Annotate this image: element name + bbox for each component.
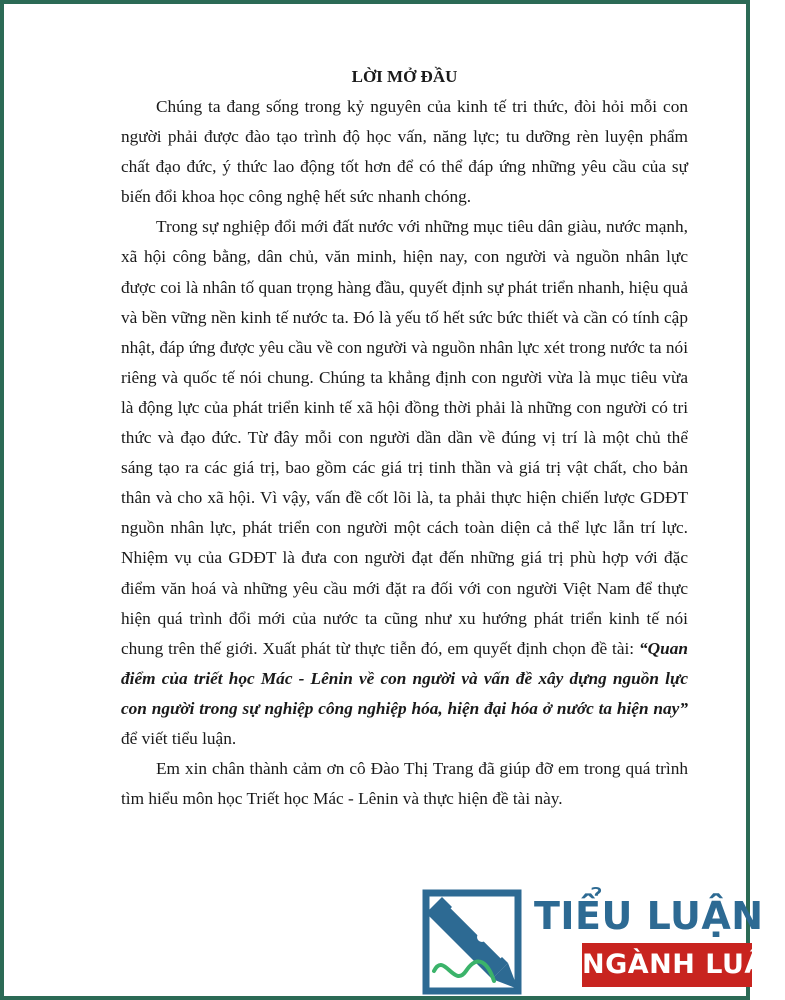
paragraph-2-text: Trong sự nghiệp đổi mới đất nước với những mục tiêu dân giàu, nước mạnh, xã hội công bằng, dân chủ, văn minh, hiện nay, con người và nguồn nhân lực được coi là nhân tố quan trọng hàng đầu, quyết định sự phát triển nhanh, hiệu quả và bền vững nền kinh tế nước ta. Đó là yếu tố hết sức bức thiết và cần có tính cập nhật, đáp ứng được yêu cầu về con người và nguồn nhân lực xét trong nước ta nói riêng và quốc tế nói chung. Chúng ta khẳng định con người vừa là mục tiêu vừa là động lực của phát triển kinh tế xã hội đồng thời phải là những con người có tri thức và đạo đức. Từ đây mỗi con người dần dần về đúng vị trí là một chủ thể sáng tạo ra các giá trị, bao gồm các giá trị tinh thần và giá trị vật chất, cho bản thân và cho xã hội. Vì vậy, vấn đề cốt lõi là, ta phải thực hiện chiến lược GDĐT nguồn nhân lực, phát triển con người một cách toàn diện cả thể lực lẫn trí lực. Nhiệm vụ của GDĐT là đưa con người đạt đến những giá trị phù hợp với đặc điểm văn hoá và những yêu cầu mới đặt ra đối với con người Việt Nam để thực hiện quá trình đổi mới của nước ta cũng như xu hướng phát triển kinh tế nói chung trên thế giới. Xuất phát từ thực tiễn đó, em quyết định chọn đề tài: [121, 217, 688, 658]
watermark-line-1: TIỂU LUẬN [534, 894, 764, 938]
watermark-line-2: NGÀNH LUẬT [582, 943, 752, 987]
paragraph-1: Chúng ta đang sống trong kỷ nguyên của kinh tế tri thức, đòi hỏi mỗi con người phải được đào tạo trình độ học vấn, năng lực; tu dưỡng rèn luyện phẩm chất đạo đức, ý thức lao động tốt hơn để có thể đáp ứng những yêu cầu của sự biến đổi khoa học công nghệ hết sức nhanh chóng. [121, 97, 688, 207]
document-body [121, 62, 688, 814]
paragraph-3: Em xin chân thành cảm ơn cô Đào Thị Trang đã giúp đỡ em trong quá trình tìm hiểu môn học Triết học Mác - Lênin và thực hiện đề tài này. [121, 759, 688, 809]
paragraph-2-end: để viết tiểu luận. [121, 728, 237, 748]
paragraph-2-topic: “Quan điểm của triết học Mác - Lênin về con người và vấn đề xây dựng nguồn lực con người trong sự nghiệp công nghiệp hóa, hiện đại hóa ở nước ta hiện nay” [121, 638, 688, 718]
watermark-logo [422, 887, 785, 999]
pen-nib-icon [422, 889, 522, 995]
document-title: LỜI MỞ ĐẦU [351, 67, 458, 86]
paragraph-2 [121, 212, 688, 754]
